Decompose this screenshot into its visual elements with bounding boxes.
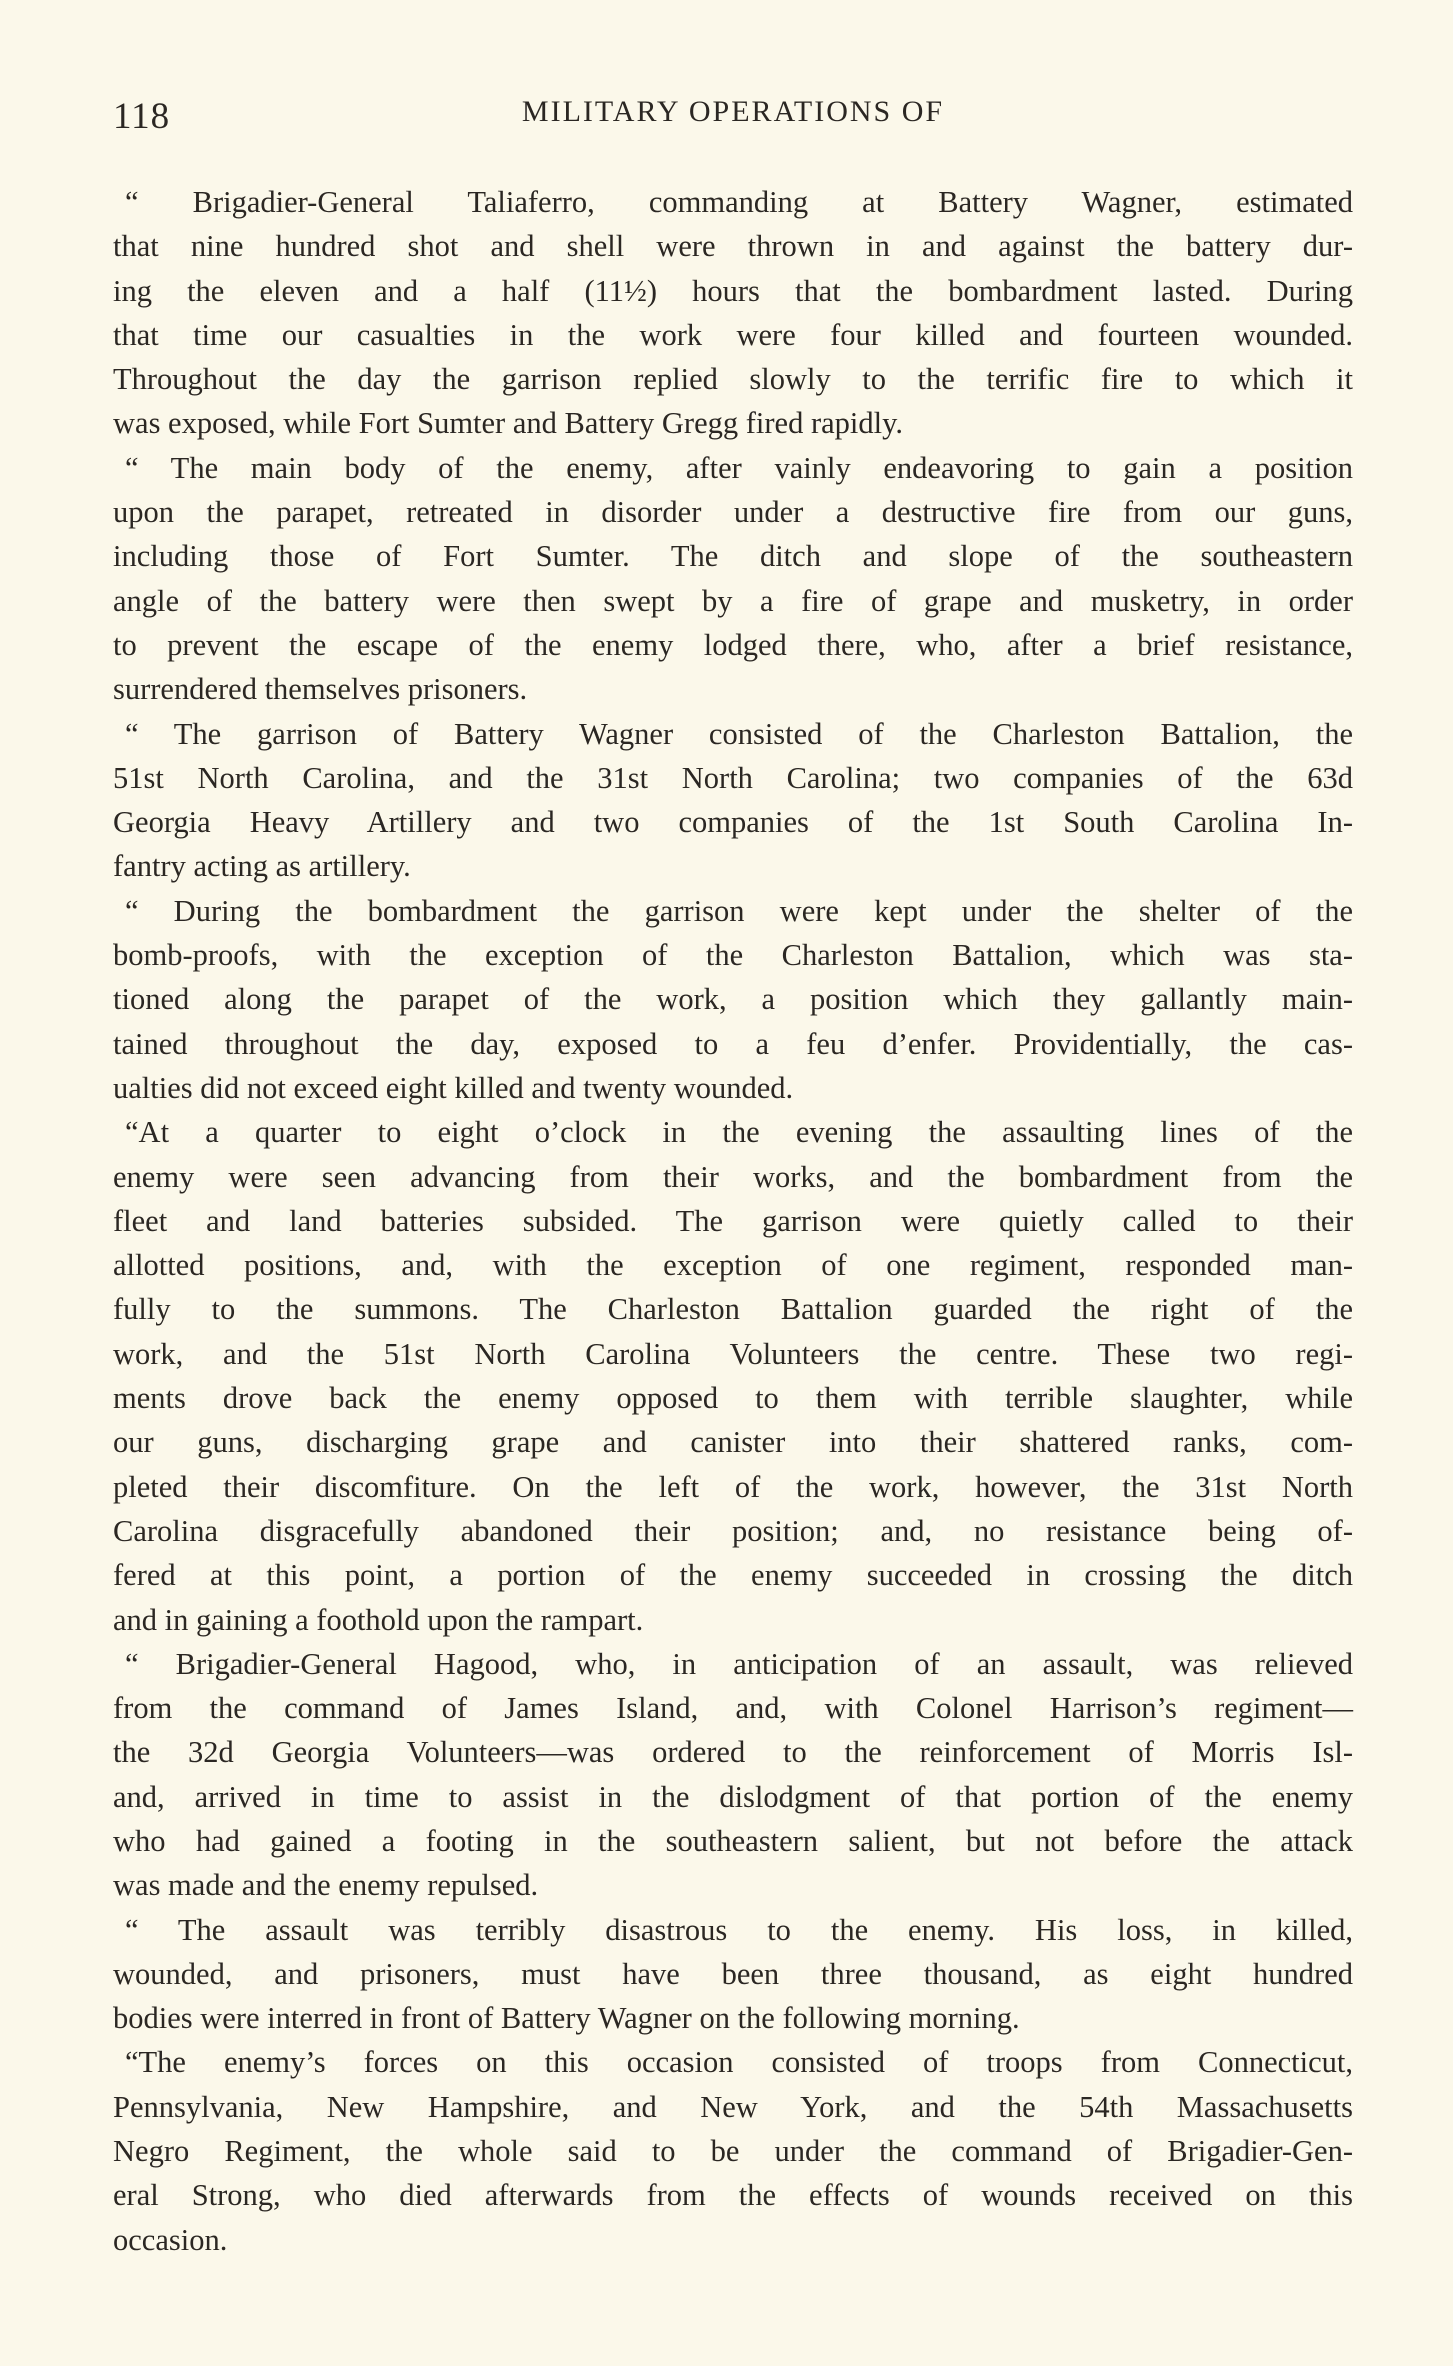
text-line: pleted their discomfiture. On the left of the work, however, the 31st North: [113, 1469, 1353, 1504]
text-line: ualties did not exceed eight killed and twenty wounded.: [113, 1070, 794, 1105]
text-line: Pennsylvania, New Hampshire, and New York, and the 54th Massachusetts: [113, 2089, 1353, 2124]
page-number: 118: [113, 96, 171, 137]
text-line: fleet and land batteries subsided. The garrison were quietly called to their: [113, 1203, 1353, 1238]
paragraph: [113, 2040, 1353, 2261]
text-line: Carolina disgracefully abandoned their position; and, no resistance being of-: [113, 1513, 1353, 1548]
body-text: [113, 180, 1353, 2262]
text-line: tained throughout the day, exposed to a feu d’enfer. Providentially, the cas-: [113, 1026, 1353, 1061]
text-line: “ The garrison of Battery Wagner consisted of the Charleston Battalion, the: [125, 716, 1353, 751]
text-line: work, and the 51st North Carolina Volunteers the centre. These two regi-: [113, 1336, 1353, 1371]
text-line: fered at this point, a portion of the enemy succeeded in crossing the ditch: [113, 1558, 1353, 1593]
text-line: bodies were interred in front of Battery Wagner on the following morning.: [113, 2001, 1020, 2036]
paragraph: [113, 1908, 1353, 2041]
text-line: eral Strong, who died afterwards from the effects of wounds received on this: [113, 2178, 1353, 2213]
text-line: surrendered themselves prisoners.: [113, 672, 528, 707]
text-line: to prevent the escape of the enemy lodged there, who, after a brief resistance,: [113, 627, 1353, 662]
text-line: including those of Fort Sumter. The ditch and slope of the southeastern: [113, 539, 1353, 574]
text-line: ing the eleven and a half (11½) hours that the bombardment lasted. During: [113, 273, 1353, 308]
text-line: “At a quarter to eight o’clock in the evening the assaulting lines of the: [125, 1115, 1353, 1150]
text-line: angle of the battery were then swept by a fire of grape and musketry, in order: [113, 583, 1353, 618]
paragraph: [113, 1642, 1353, 1908]
text-line: was exposed, while Fort Sumter and Battery Gregg fired rapidly.: [113, 406, 903, 441]
text-line: “The enemy’s forces on this occasion consisted of troops from Connecticut,: [125, 2045, 1353, 2080]
text-line: “ Brigadier-General Taliaferro, commanding at Battery Wagner, estimated: [125, 185, 1353, 219]
text-line: and in gaining a foothold upon the rampart.: [113, 1602, 644, 1637]
running-title: MILITARY OPERATIONS OF: [521, 95, 945, 128]
text-line: Negro Regiment, the whole said to be under the command of Brigadier-Gen-: [113, 2134, 1353, 2169]
paragraph: [113, 180, 1353, 446]
text-line: fully to the summons. The Charleston Battalion guarded the right of the: [113, 1292, 1353, 1327]
paragraph: [113, 1110, 1353, 1642]
text-line: enemy were seen advancing from their works, and the bombardment from the: [113, 1159, 1353, 1194]
text-line: that time our casualties in the work were four killed and fourteen wounded.: [113, 317, 1353, 352]
text-line: “ During the bombardment the garrison were kept under the shelter of the: [125, 893, 1353, 928]
text-line: Throughout the day the garrison replied slowly to the terrific fire to which it: [113, 362, 1353, 397]
text-line: our guns, discharging grape and canister into their shattered ranks, com-: [113, 1425, 1353, 1460]
paragraph: [113, 889, 1353, 1110]
text-line: wounded, and prisoners, must have been three thousand, as eight hundred: [113, 1956, 1353, 1991]
text-line: occasion.: [113, 2222, 228, 2257]
paragraph: [113, 446, 1353, 712]
text-line: Georgia Heavy Artillery and two companies of the 1st South Carolina In-: [113, 805, 1353, 840]
text-line: from the command of James Island, and, with Colonel Harrison’s regiment—: [113, 1691, 1353, 1726]
text-line: ments drove back the enemy opposed to them with terrible slaughter, while: [113, 1381, 1353, 1416]
text-line: and, arrived in time to assist in the dislodgment of that portion of the enemy: [113, 1779, 1353, 1814]
text-line: 51st North Carolina, and the 31st North Carolina; two companies of the 63d: [113, 760, 1353, 795]
text-line: who had gained a footing in the southeastern salient, but not before the attack: [113, 1823, 1353, 1858]
text-line: fantry acting as artillery.: [113, 849, 411, 884]
text-line: allotted positions, and, with the exception of one regiment, responded man-: [113, 1248, 1353, 1283]
text-line: bomb-proofs, with the exception of the Charleston Battalion, which was sta-: [113, 938, 1353, 973]
text-line: upon the parapet, retreated in disorder under a destructive fire from our guns,: [113, 495, 1353, 530]
text-line: “ The main body of the enemy, after vainly endeavoring to gain a position: [125, 450, 1353, 485]
text-line: tioned along the parapet of the work, a position which they gallantly main-: [113, 982, 1353, 1017]
text-line: the 32d Georgia Volunteers—was ordered to the reinforcement of Morris Isl-: [113, 1735, 1353, 1770]
paragraph: [113, 712, 1353, 889]
text-line: that nine hundred shot and shell were thrown in and against the battery dur-: [113, 229, 1353, 264]
text-line: “ The assault was terribly disastrous to the enemy. His loss, in killed,: [125, 1912, 1353, 1947]
page-header: [113, 95, 1353, 145]
text-line: “ Brigadier-General Hagood, who, in anticipation of an assault, was relieved: [125, 1646, 1353, 1681]
text-line: was made and the enemy repulsed.: [113, 1868, 539, 1903]
